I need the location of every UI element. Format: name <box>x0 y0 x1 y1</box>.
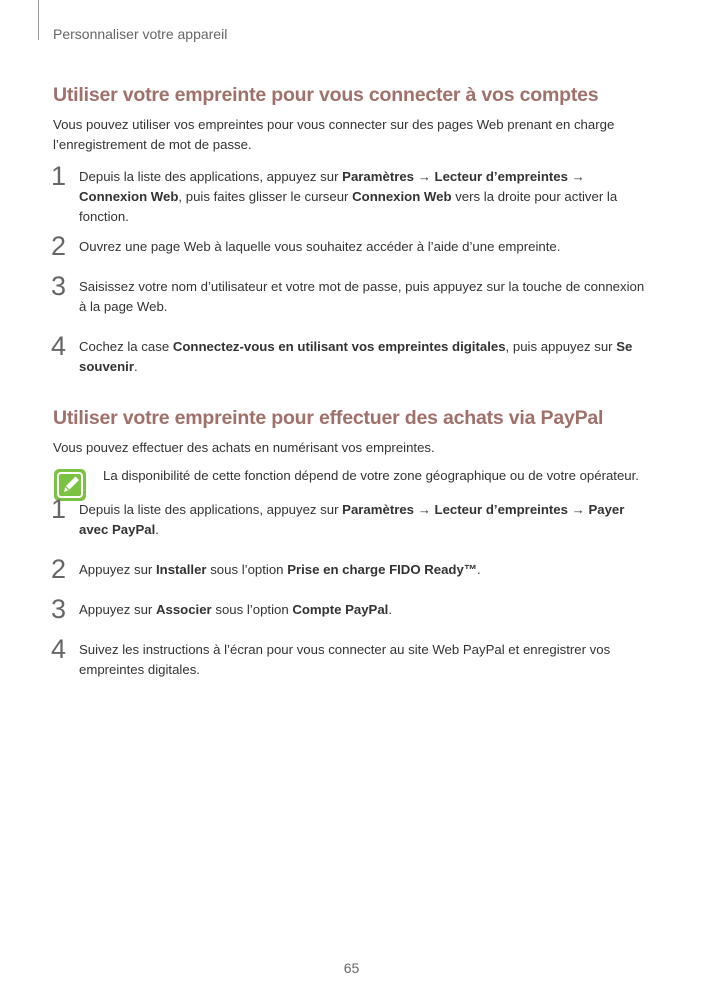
ui-term: Payer avec PayPal <box>79 502 625 537</box>
step-text: . <box>133 359 138 374</box>
section-intro-paypal: Vous pouvez effectuer des achats en numérisant vos empreintes. <box>53 440 435 455</box>
step-number: 2 <box>51 554 67 584</box>
section-title-paypal: Utiliser votre empreinte pour effectuer des achats via PayPal <box>53 407 604 429</box>
step-item <box>51 494 653 540</box>
step-text: Ouvrez une page Web à laquelle vous souhaitez accéder à l’aide d’une empreinte. <box>79 239 561 254</box>
ui-term: Associer <box>155 602 212 617</box>
step-number: 2 <box>51 231 67 261</box>
step-text: → <box>414 169 435 184</box>
ui-term: Connexion Web <box>352 189 452 204</box>
step-item <box>51 594 653 624</box>
step-text: Appuyez sur <box>79 562 156 577</box>
note-text: La disponibilité de cette fonction dépend de votre zone géographique ou de votre opérateur. <box>103 468 639 483</box>
page-content <box>53 84 653 680</box>
step-text: Depuis la liste des applications, appuyez sur <box>79 169 343 184</box>
ui-term: Paramètres <box>342 502 415 517</box>
step-text: , puis appuyez sur <box>505 339 617 354</box>
page-number: 65 <box>343 960 360 976</box>
step-text: . <box>388 602 393 617</box>
steps-web-login <box>51 161 653 377</box>
ui-term: Prise en charge FIDO Ready™ <box>287 562 478 577</box>
step-text: . <box>477 562 481 577</box>
step-text: , puis faites glisser le curseur <box>178 189 353 204</box>
ui-term: Connectez-vous en utilisant vos empreintes digitales <box>172 339 506 354</box>
running-header: Personnaliser votre appareil <box>53 26 228 42</box>
step-text: sous l’option <box>206 562 288 577</box>
step-text: Depuis la liste des applications, appuyez sur <box>79 502 343 517</box>
step-text: → <box>414 502 435 517</box>
ui-term: Connexion Web <box>79 189 179 204</box>
ui-term: Lecteur d’empreintes <box>434 169 568 184</box>
step-number: 1 <box>51 494 67 524</box>
corner-mark <box>38 0 39 40</box>
step-text: → <box>567 502 589 517</box>
note-block <box>53 466 653 486</box>
ui-term: Compte PayPal <box>292 602 389 617</box>
step-text: Suivez les instructions à l’écran pour vous connecter au site Web PayPal et enregistrer vos empreintes digitales. <box>79 642 611 677</box>
step-text: Appuyez sur <box>79 602 156 617</box>
step-text: Cochez la case <box>79 339 173 354</box>
step-text: vers la droite pour activer la fonction. <box>79 189 618 224</box>
step-item <box>51 554 653 584</box>
step-item <box>51 161 653 227</box>
step-number: 3 <box>51 594 67 624</box>
step-number: 3 <box>51 271 67 301</box>
step-text: . <box>155 522 159 537</box>
section-intro-web-login: Vous pouvez utiliser vos empreintes pour vous connecter sur des pages Web prenant en charge l’enregistrement de mot de passe. <box>53 117 615 152</box>
step-item <box>51 331 653 377</box>
steps-paypal <box>51 494 653 680</box>
step-text: Saisissez votre nom d’utilisateur et votre mot de passe, puis appuyez sur la touche de connexion à la page Web. <box>79 279 645 314</box>
step-number: 4 <box>51 634 67 664</box>
step-text: sous l’option <box>211 602 293 617</box>
step-number: 1 <box>51 161 67 191</box>
ui-term: Se souvenir <box>79 339 633 374</box>
ui-term: Paramètres <box>342 169 415 184</box>
ui-term: Installer <box>155 562 207 577</box>
ui-term: Lecteur d’empreintes <box>434 502 568 517</box>
step-item <box>51 271 653 317</box>
step-item <box>51 634 653 680</box>
step-number: 4 <box>51 331 67 361</box>
step-text: → <box>567 169 585 184</box>
section-title-web-login: Utiliser votre empreinte pour vous connecter à vos comptes <box>53 84 599 106</box>
step-item <box>51 231 653 261</box>
